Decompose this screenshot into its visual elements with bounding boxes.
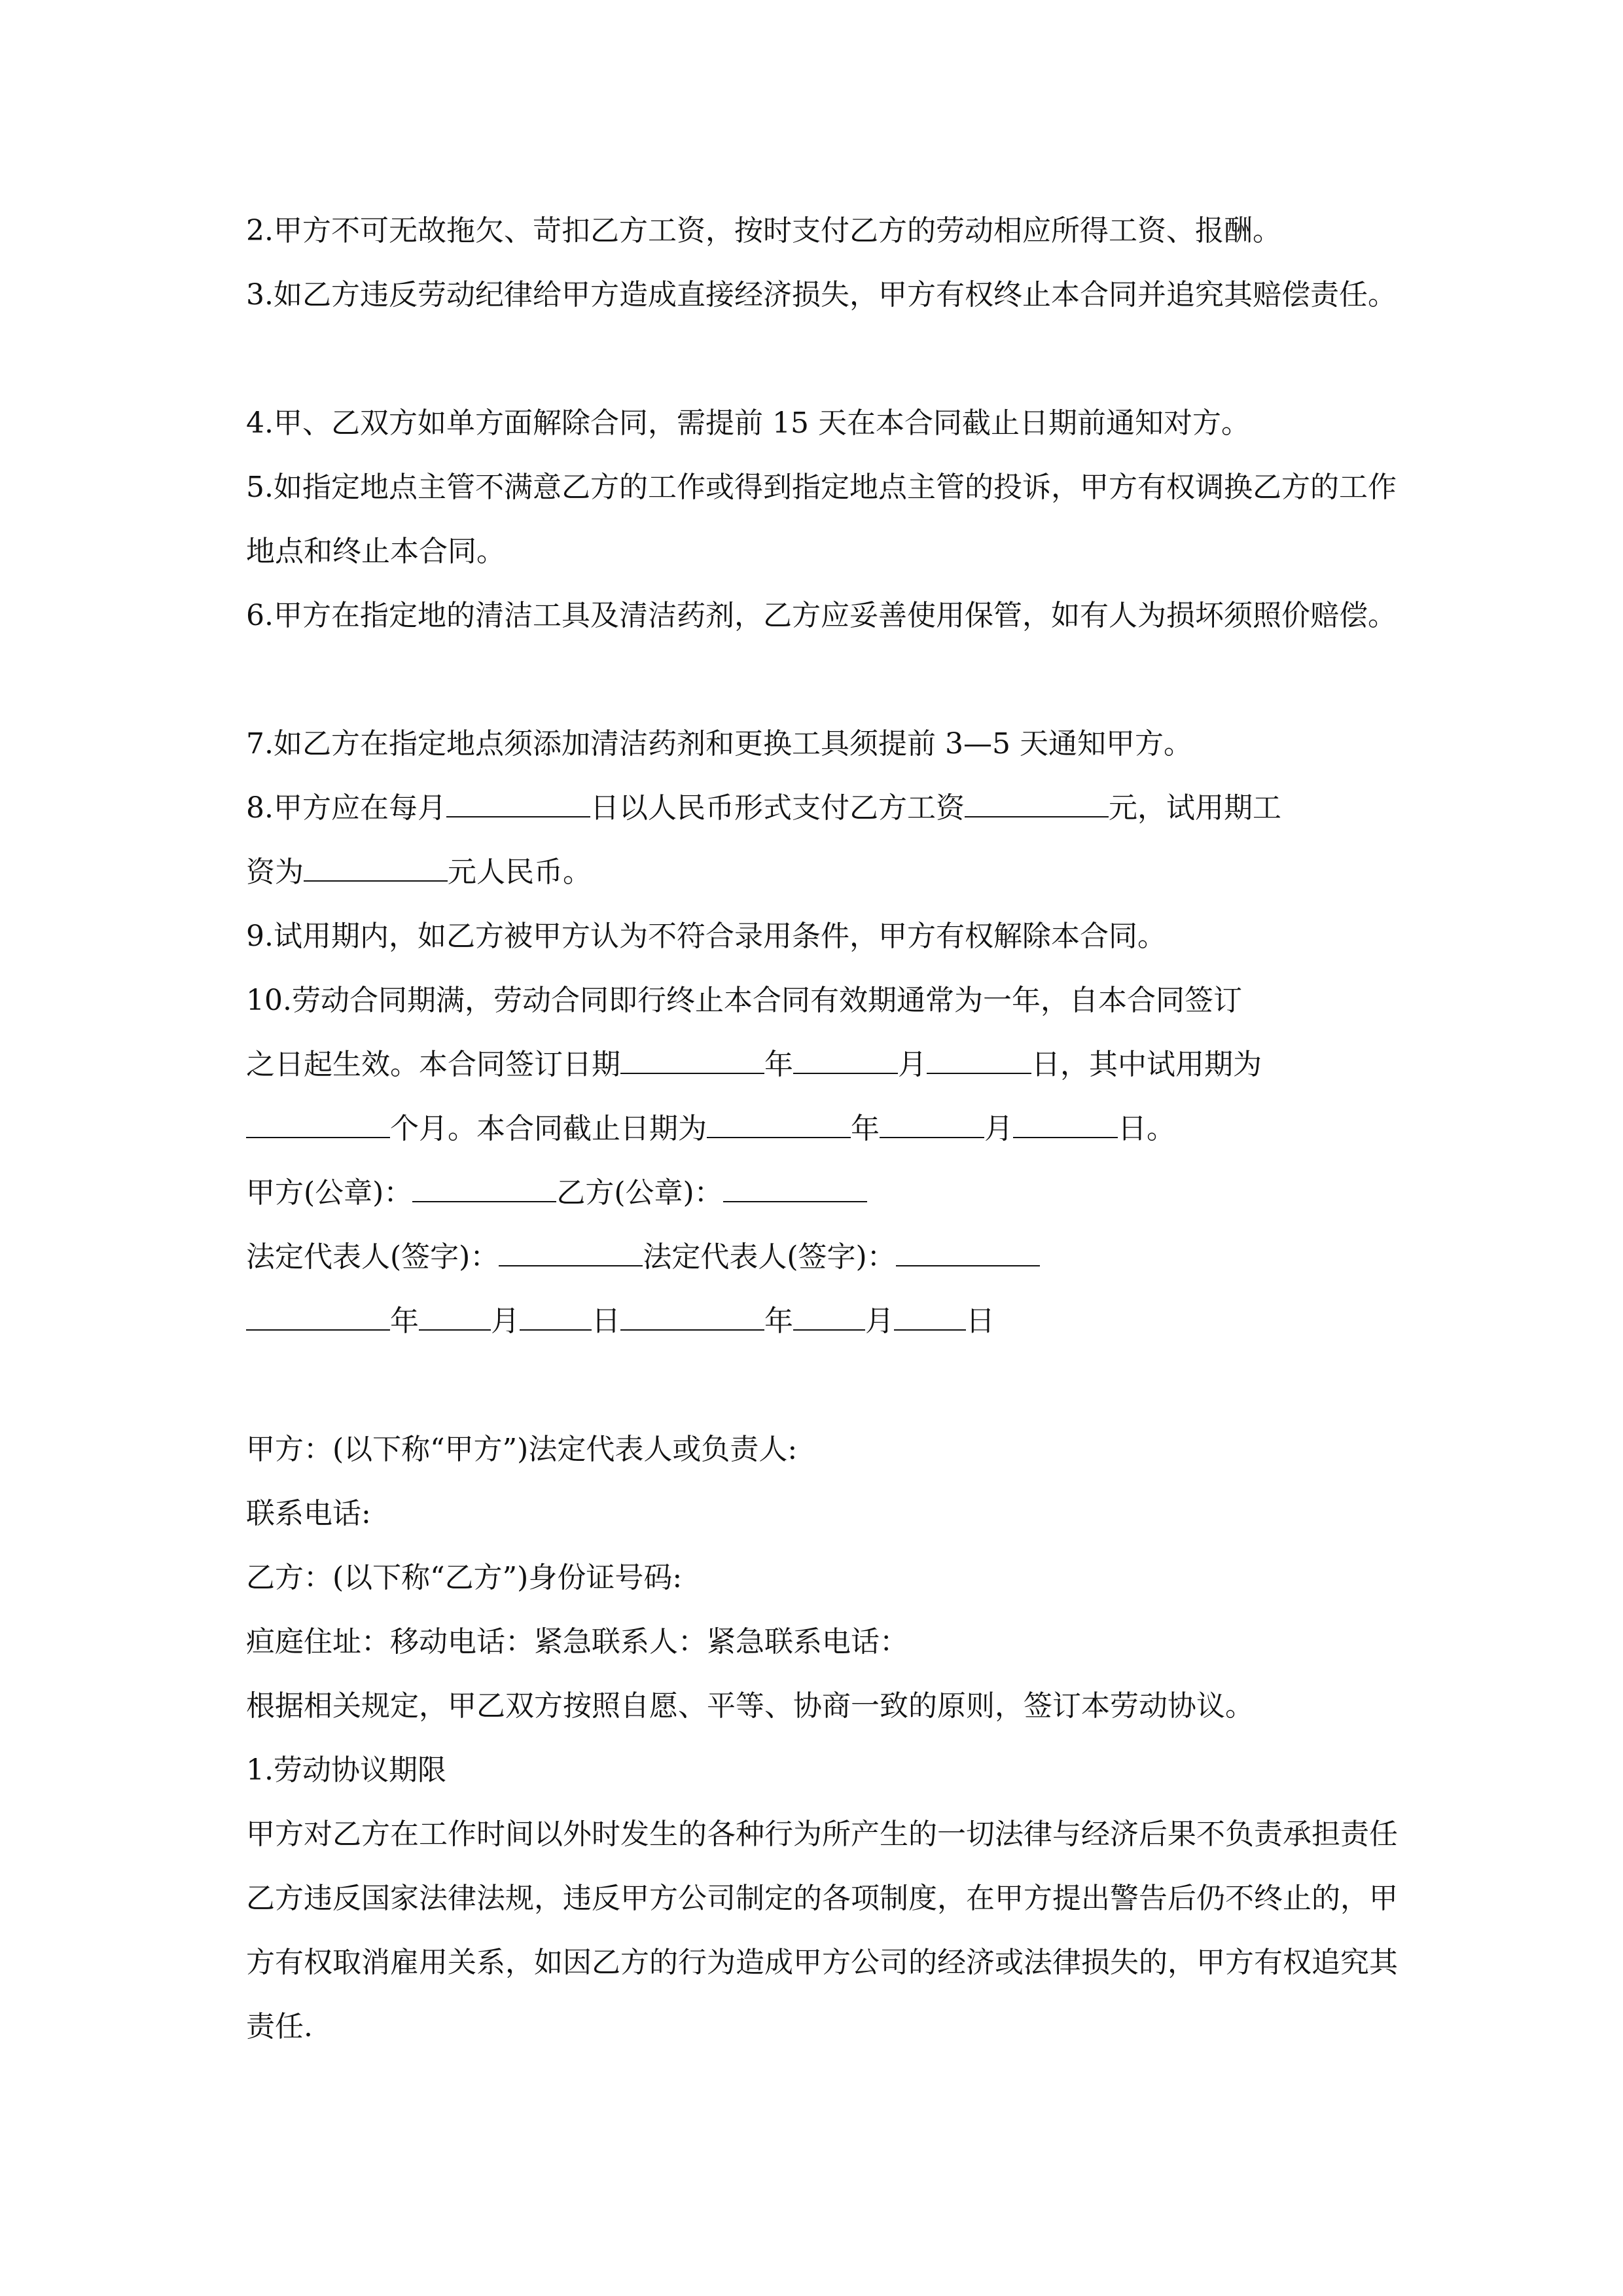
party-b-date-month-blank[interactable] [793, 1306, 865, 1331]
party-b-date-day-blank[interactable] [894, 1306, 966, 1331]
party-b-seal-label: 乙方(公章)： [556, 1176, 723, 1210]
agreement-contact-phone: 联系电话: [246, 1497, 371, 1530]
day-end-label: 日。 [1118, 1112, 1175, 1145]
clause-8-line-1 [246, 776, 1281, 840]
month-label: 月 [984, 1112, 1013, 1145]
end-year-blank[interactable] [707, 1113, 851, 1138]
sign-day-blank[interactable] [927, 1049, 1031, 1074]
year-label: 年 [851, 1112, 880, 1145]
clause-7: 7.如乙方在指定地点须添加清洁药剂和更换工具须提前 3—5 天通知甲方。 [246, 727, 1192, 761]
clause-8-text-2: 日以人民币形式支付乙方工资 [590, 791, 965, 825]
party-a-seal-blank[interactable] [412, 1177, 556, 1202]
probation-salary-blank[interactable] [304, 857, 448, 882]
probation-months-blank[interactable] [246, 1113, 390, 1138]
clause-6: 6.甲方在指定地的清洁工具及清洁药剂，乙方应妥善使用保管，如有人为损坏须照价赔偿。 [246, 599, 1397, 632]
salary-blank[interactable] [965, 793, 1109, 817]
month-label: 月 [865, 1304, 894, 1338]
clause-8-text-3: 元，试用期工 [1108, 791, 1281, 825]
signature-date-line [246, 1289, 995, 1354]
sign-month-blank[interactable] [793, 1049, 898, 1074]
day-label: 日 [966, 1304, 995, 1338]
pay-day-blank[interactable] [446, 793, 590, 817]
clause-5: 5.如指定地点主管不满意乙方的工作或得到指定地点主管的投诉，甲方有权调换乙方的工作地点和终止本合同。 [246, 471, 1397, 568]
sign-year-blank[interactable] [620, 1049, 764, 1074]
month-label: 月 [491, 1304, 520, 1338]
year-label: 年 [390, 1304, 419, 1338]
clause-10-sign-date-label: 之日起生效。本合同签订日期 [246, 1048, 620, 1081]
year-label: 年 [764, 1304, 793, 1338]
clause-8-text-4: 资为 [246, 855, 304, 889]
clause-10-line-1: 10.劳动合同期满，劳动合同即行终止本合同有效期通常为一年，自本合同签订 [246, 984, 1242, 1017]
party-a-date-day-blank[interactable] [520, 1306, 592, 1331]
clause-4: 4.甲、乙双方如单方面解除合同，需提前 15 天在本合同截止日期前通知对方。 [246, 406, 1250, 440]
clause-10-probation-label: 日，其中试用期为 [1031, 1048, 1262, 1081]
agreement-party-b: 乙方：(以下称“乙方”)身份证号码: [246, 1561, 683, 1594]
seal-line [246, 1161, 867, 1225]
agreement-intro: 根据相关规定，甲乙双方按照自愿、平等、协商一致的原则，签订本劳动协议。 [246, 1689, 1254, 1723]
legal-rep-b-blank[interactable] [896, 1242, 1040, 1266]
end-month-blank[interactable] [880, 1113, 984, 1138]
party-a-date-month-blank[interactable] [419, 1306, 491, 1331]
legal-rep-line [246, 1225, 1040, 1289]
party-a-date-year-blank[interactable] [246, 1306, 390, 1331]
clause-10-end-date-label: 个月。本合同截止日期为 [390, 1112, 707, 1145]
end-day-blank[interactable] [1013, 1113, 1118, 1138]
clause-8-line-2 [246, 840, 592, 905]
legal-rep-a-blank[interactable] [499, 1242, 643, 1266]
agreement-address-line: 疸庭住址：移动电话：紧急联系人：紧急联系电话： [246, 1625, 908, 1659]
legal-rep-a-label: 法定代表人(签字)： [246, 1240, 499, 1274]
party-b-seal-blank[interactable] [723, 1177, 867, 1202]
clause-2: 2.甲方不可无故拖欠、苛扣乙方工资，按时支付乙方的劳动相应所得工资、报酬。 [246, 214, 1281, 247]
clause-10-line-3 [246, 1097, 1175, 1161]
month-label: 月 [898, 1048, 927, 1081]
clause-10-line-2 [246, 1033, 1262, 1097]
agreement-party-a: 甲方：(以下称“甲方”)法定代表人或负责人: [246, 1433, 798, 1466]
legal-rep-b-label: 法定代表人(签字)： [643, 1240, 896, 1274]
section-1-body: 甲方对乙方在工作时间以外时发生的各种行为所产生的一切法律与经济后果不负责承担责任乙方违反国家法律法规，违反甲方公司制定的各项制度，在甲方提出警告后仍不终止的，甲方有权取消雇用关系，如因乙方的行为造成甲方公司的经济或法律损失的，甲方有权追究其责任. [246, 1818, 1398, 2043]
year-label: 年 [764, 1048, 793, 1081]
party-b-date-year-blank[interactable] [620, 1306, 764, 1331]
day-label: 日 [592, 1304, 620, 1338]
section-1-title: 1.劳动协议期限 [246, 1753, 446, 1787]
clause-8-text-1: 8.甲方应在每月 [246, 791, 446, 825]
party-a-seal-label: 甲方(公章)： [246, 1176, 413, 1210]
clause-8-text-5: 元人民币。 [448, 855, 592, 889]
clause-9: 9.试用期内，如乙方被甲方认为不符合录用条件，甲方有权解除本合同。 [246, 920, 1166, 953]
clause-3: 3.如乙方违反劳动纪律给甲方造成直接经济损失，甲方有权终止本合同并追究其赔偿责任。 [246, 278, 1397, 312]
